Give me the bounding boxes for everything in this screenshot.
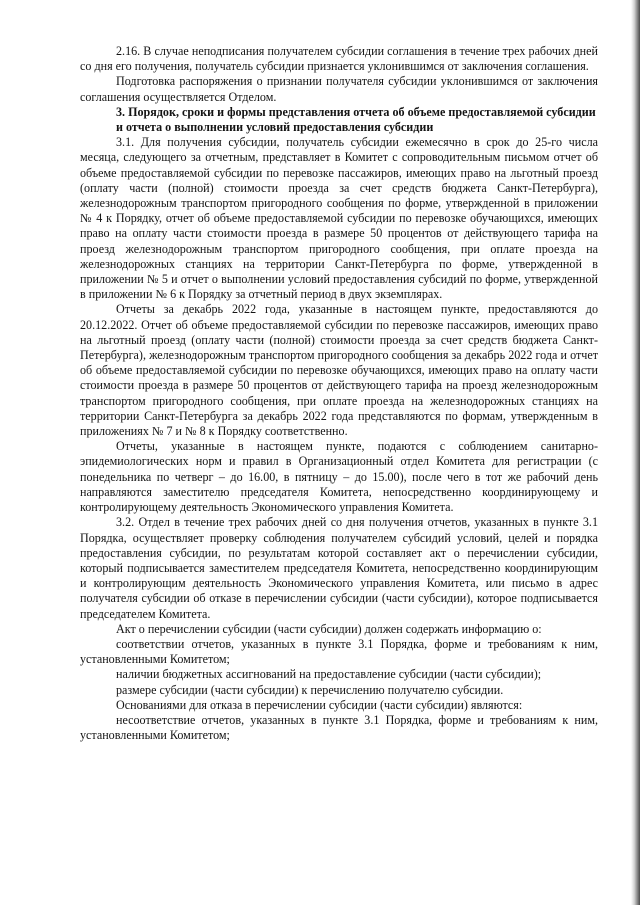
paragraph-refusal-item-noncompliance: несоответствие отчетов, указанных в пункте 3.1 Порядка, форме и требованиям к ним, установленными Комитетом; [80,712,598,743]
scan-edge-shadow [631,0,640,905]
section-3-heading [80,105,598,135]
section-3-heading-line-1: 3. Порядок, сроки и формы представления отчета об объеме предоставляемой субсидии [116,104,596,119]
paragraph-3-1: 3.1. Для получения субсидии, получатель субсидии ежемесячно в срок до 25-го числа месяца, следующего за отчетным, представляет в Комитет с сопроводительным письмом отчет об объеме предоставляемой субсидии по перевозке пассажиров, имеющих право на льготный проезд (оплату части (полной) стоимости проезда за счет средств бюджета Санкт-Петербурга), железнодорожным транспортом пригородного сообщения по форме, утвержденной в приложении № 4 к Порядку, отчет об объеме предоставляемой субсидии по перевозке обучающихся, имеющих право на оплату части стоимости проезда в размере 50 процентов от действующего тарифа на проезд железнодорожным транспортом пригородного сообщения, при оплате проезда на железнодорожных станциях на территории Санкт-Петербурга по форме, утвержденной в приложении № 5 и отчет о выполнении условий предоставления субсидий по форме, утвержденной в приложении № 6 к Порядку за отчетный период в двух экземплярах. [80,135,598,302]
paragraph-act-contents: Акт о перечислении субсидии (части субсидии) должен содержать информацию о: [116,621,542,636]
paragraph-refusal-grounds: Основаниями для отказа в перечислении субсидии (части субсидии) являются: [116,697,523,712]
paragraph-act-item-budget: наличии бюджетных ассигнований на предоставление субсидии (части субсидии); [116,667,542,682]
paragraph-3-2: 3.2. Отдел в течение трех рабочих дней со дня получения отчетов, указанных в пункте 3.1 Порядка, осуществляет проверку соблюдения получателем субсидий условий, целей и порядка предоставления субсидии, по результатам которой составляет акт о перечислении субсидии, который подписывается заместителем председателя Комитета, непосредственно координирующим и контролирующим деятельность Экономического управления Комитета, или письмо в адрес получателя субсидии об отказе в перечислении субсидии (части субсидии), которое подписывается председателем Комитета. [80,515,598,621]
paragraph-2-16: 2.16. В случае неподписания получателем субсидии соглашения в течение трех рабочих дней со дня его получения, получатель субсидии признается уклонившимся от заключения соглашения. [80,44,598,74]
paragraph-report-submission: Отчеты, указанные в настоящем пункте, подаются с соблюдением санитарно-эпидемиологических норм и правил в Организационный отдел Комитета для регистрации (с понедельника по четверг – до 16.00, в пятницу – до 15.00), после чего в тот же рабочий день направляются заместителю председателя Комитета, непосредственно координирующему и контролирующему деятельность Экономического управления Комитета. [80,439,598,515]
paragraph-act-item-compliance: соответствии отчетов, указанных в пункте 3.1 Порядка, форме и требованиям к ним, установленными Комитетом; [80,636,598,667]
document-body [80,44,598,743]
paragraph-december-reports: Отчеты за декабрь 2022 года, указанные в настоящем пункте, предоставляются до 20.12.2022. Отчет об объеме предоставляемой субсидии по перевозке пассажиров, имеющих право на льготный проезд (оплату части (полной) стоимости проезда за счет средств бюджета Санкт-Петербурга), железнодорожным транспортом пригородного сообщения за декабрь 2022 года и отчет об объеме предоставляемой субсидии по перевозке обучающихся, имеющих право на оплату части стоимости проезда в размере 50 процентов от действующего тарифа на проезд железнодорожным транспортом пригородного сообщения, при оплате проезда на железнодорожных станциях на территории Санкт-Петербурга за декабрь 2022 года представляются по формам, утвержденным в приложениях № 7 и № 8 к Порядку соответственно. [80,302,598,439]
paragraph-act-item-amount: размере субсидии (части субсидии) к перечислению получателю субсидии. [116,682,504,697]
paragraph-refusal-order: Подготовка распоряжения о признании получателя субсидии уклонившимся от заключения соглашения осуществляется Отделом. [80,74,598,104]
section-3-heading-line-2: и отчета о выполнении условий предоставления субсидии [116,120,434,135]
